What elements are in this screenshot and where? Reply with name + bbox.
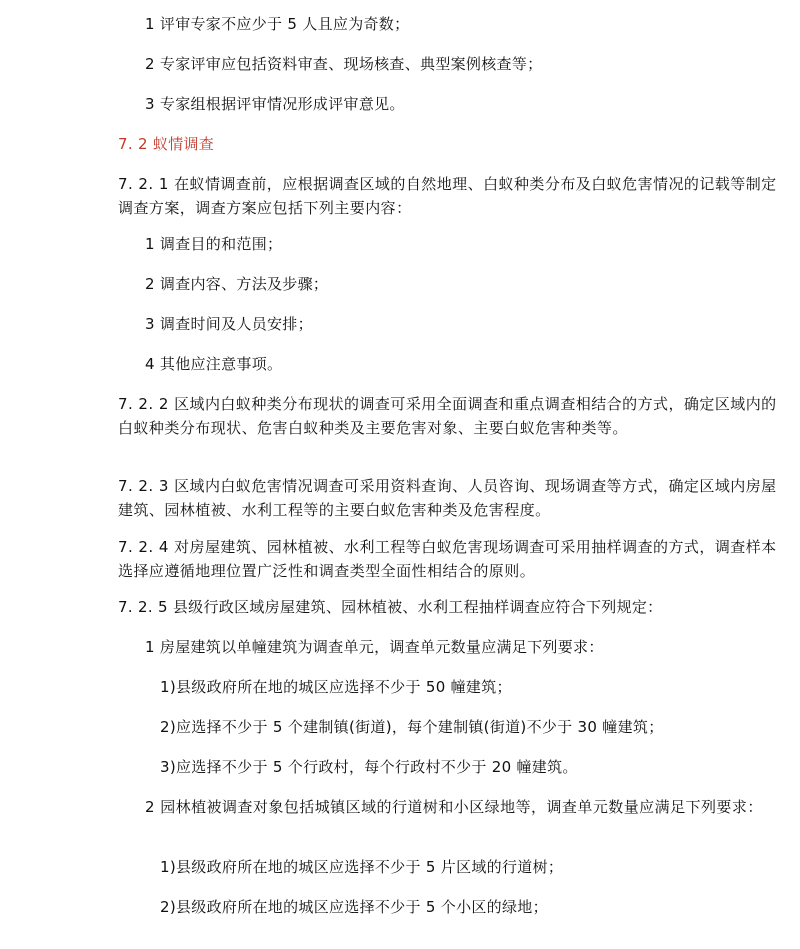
clause-7-2-4: 7. 2. 4 对房屋建筑、园林植被、水利工程等白蚁危害现场调查可采用抽样调查的方式，调查样本选择应遵循地理位置广泛性和调查类型全面性相结合的原则。 — [118, 538, 777, 580]
clause-7-2-5: 7. 2. 5 县级行政区域房屋建筑、园林植被、水利工程抽样调查应符合下列规定： — [118, 598, 663, 616]
list-item: 3 专家组根据评审情况形成评审意见。 — [145, 95, 405, 113]
list-item: 3 调查时间及人员安排； — [145, 315, 313, 333]
clause-7-2-1: 7. 2. 1 在蚁情调查前，应根据调查区域的自然地理、白蚁种类分布及白蚁危害情况的记载等制定调查方案，调查方案应包括下列主要内容： — [118, 175, 777, 217]
list-item: 1 房屋建筑以单幢建筑为调查单元，调查单元数量应满足下列要求： — [145, 638, 604, 656]
list-item: 2 专家评审应包括资料审查、现场核查、典型案例核查等； — [145, 55, 543, 73]
list-item: 1 调查目的和范围； — [145, 235, 283, 253]
section-heading: 7. 2 蚁情调查 — [118, 135, 215, 153]
sub-list-item: 2)县级政府所在地的城区应选择不少于 5 个小区的绿地； — [160, 898, 548, 916]
sub-list-item: 1)县级政府所在地的城区应选择不少于 5 片区域的行道树； — [160, 858, 564, 876]
list-item: 1 评审专家不应少于 5 人且应为奇数； — [145, 15, 410, 33]
sub-list-item: 3)应选择不少于 5 个行政村，每个行政村不少于 20 幢建筑。 — [160, 758, 578, 776]
list-item: 4 其他应注意事项。 — [145, 355, 283, 373]
sub-list-item: 1)县级政府所在地的城区应选择不少于 50 幢建筑； — [160, 678, 512, 696]
clause-7-2-3: 7. 2. 3 区域内白蚁危害情况调查可采用资料查询、人员咨询、现场调查等方式，确定区域内房屋建筑、园林植被、水利工程等的主要白蚁危害种类及危害程度。 — [118, 477, 777, 519]
sub-list-item: 2)应选择不少于 5 个建制镇(街道)，每个建制镇(街道)不少于 30 幢建筑； — [160, 718, 664, 736]
clause-7-2-2: 7. 2. 2 区域内白蚁种类分布现状的调查可采用全面调查和重点调查相结合的方式，确定区域内的白蚁种类分布现状、危害白蚁种类及主要危害对象、主要白蚁危害种类等。 — [118, 395, 777, 437]
list-item: 2 调查内容、方法及步骤； — [145, 275, 329, 293]
list-item: 2 园林植被调查对象包括城镇区域的行道树和小区绿地等，调查单元数量应满足下列要求： — [145, 798, 763, 816]
